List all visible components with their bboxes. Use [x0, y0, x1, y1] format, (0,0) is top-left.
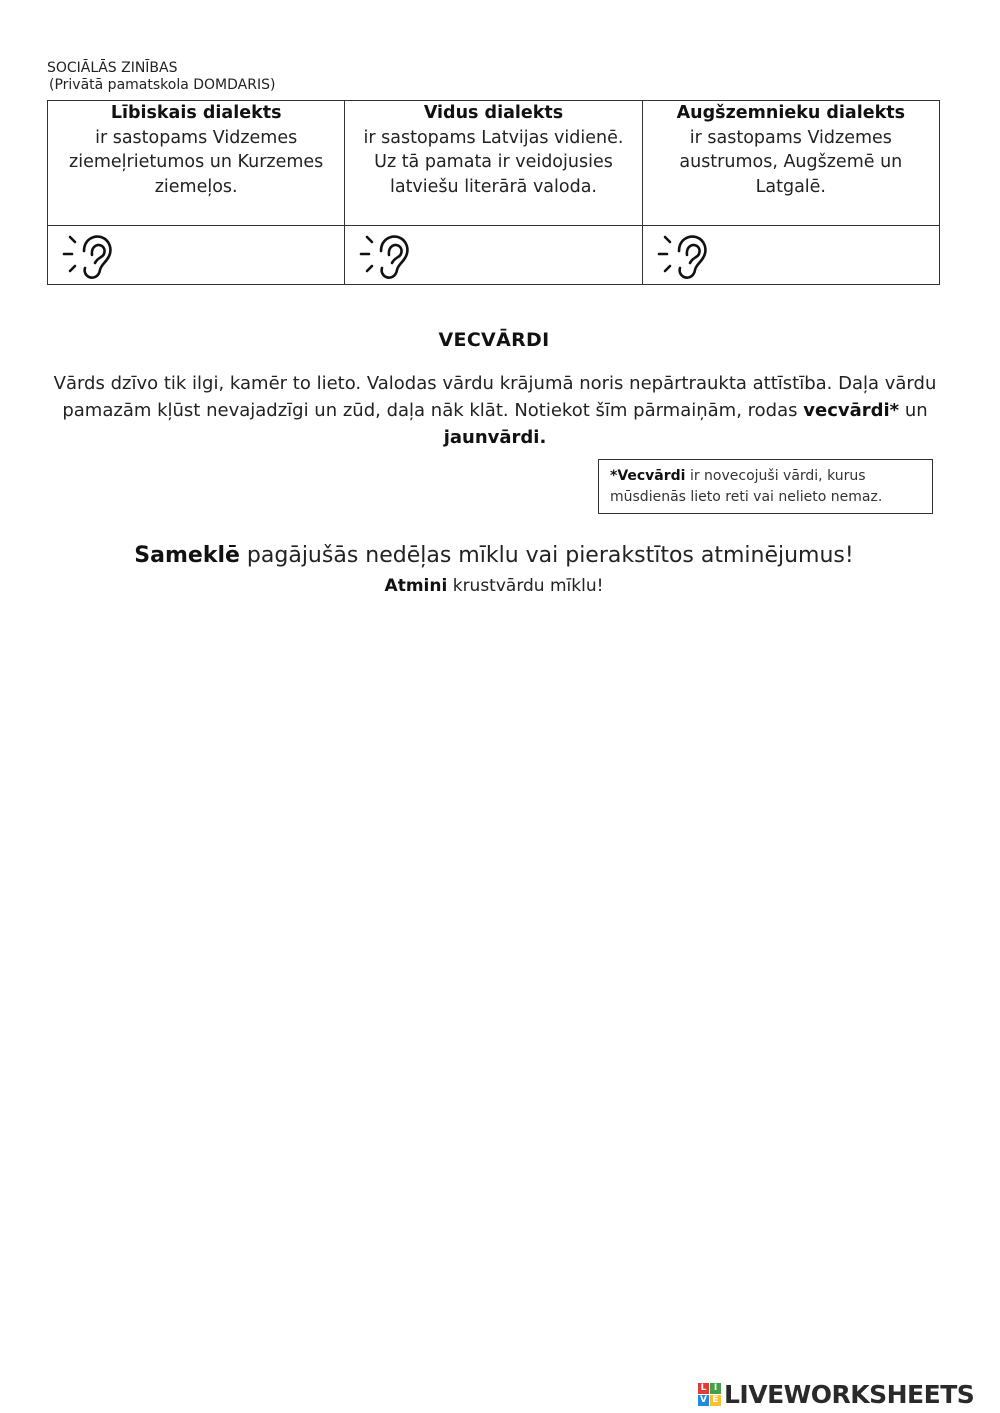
ear-listen-icon[interactable] — [655, 229, 711, 281]
intro-paragraph — [50, 370, 940, 451]
dialects-table — [47, 100, 940, 285]
dialect-cell-augszemnieku — [642, 101, 939, 226]
dialect-name: Lībiskais dialekts — [110, 103, 282, 123]
task-verb: Sameklē — [134, 543, 240, 568]
subject-label: SOCIĀLĀS ZINĪBAS — [47, 60, 178, 76]
paragraph-connector: un — [904, 400, 928, 421]
note-definition: ir novecojuši vārdi, kurus mūsdienās lieto reti vai nelieto nemaz. — [610, 468, 883, 505]
section-title: VECVĀRDI — [438, 329, 550, 351]
dialect-name: Vidus dialekts — [423, 103, 564, 123]
logo-text: LIVEWORKSHEETS — [724, 1379, 975, 1409]
logo-badge-letter: I — [710, 1383, 721, 1394]
note-term: *Vecvārdi — [610, 468, 686, 484]
dialect-name: Augšzemnieku dialekts — [676, 103, 906, 123]
audio-cell-libiskais[interactable] — [48, 226, 345, 285]
term-jaunvardi: jaunvārdi. — [443, 427, 547, 448]
dialect-description: ir sastopams Latvijas vidienē. Uz tā pamata ir veidojusies latviešu literārā valoda. — [363, 127, 624, 197]
dialects-text-row — [48, 101, 940, 226]
task-instruction — [0, 543, 988, 568]
ear-listen-icon[interactable] — [357, 229, 413, 281]
task-sub-verb: Atmini — [384, 576, 448, 596]
task-sub-instruction — [0, 576, 988, 596]
paragraph-text: Vārds dzīvo tik ilgi, kamēr to lieto. Valodas vārdu krājumā noris nepārtraukta attīstība. Daļa vārdu pamazām kļūst nevajadzīgi un zūd, daļa nāk klāt. Notiekot šīm pārmaiņām, rodas — [53, 373, 937, 421]
liveworksheets-logo[interactable] — [698, 1378, 974, 1410]
logo-badge-letter: V — [698, 1395, 709, 1406]
school-label: (Privātā pamatskola DOMDARIS) — [49, 77, 276, 93]
logo-badge-icon — [698, 1383, 721, 1406]
dialect-cell-vidus — [345, 101, 642, 226]
task-text: pagājušās nedēļas mīklu vai pierakstītos atminējumus! — [246, 543, 854, 568]
term-vecvardi: vecvārdi* — [803, 400, 900, 421]
dialect-cell-libiskais — [48, 101, 345, 226]
document-header — [47, 60, 275, 94]
ear-listen-icon[interactable] — [60, 229, 116, 281]
dialects-audio-row — [48, 226, 940, 285]
dialect-description: ir sastopams Vidzemes ziemeļrietumos un Kurzemes ziemeļos. — [69, 127, 324, 197]
logo-badge-letter: L — [698, 1383, 709, 1394]
task-sub-text: krustvārdu mīklu! — [452, 576, 604, 596]
audio-cell-vidus[interactable] — [345, 226, 642, 285]
dialect-description: ir sastopams Vidzemes austrumos, Augšzemē un Latgalē. — [679, 127, 903, 197]
audio-cell-augszemnieku[interactable] — [642, 226, 939, 285]
logo-badge-letter: E — [710, 1395, 721, 1406]
definition-note — [598, 459, 933, 514]
